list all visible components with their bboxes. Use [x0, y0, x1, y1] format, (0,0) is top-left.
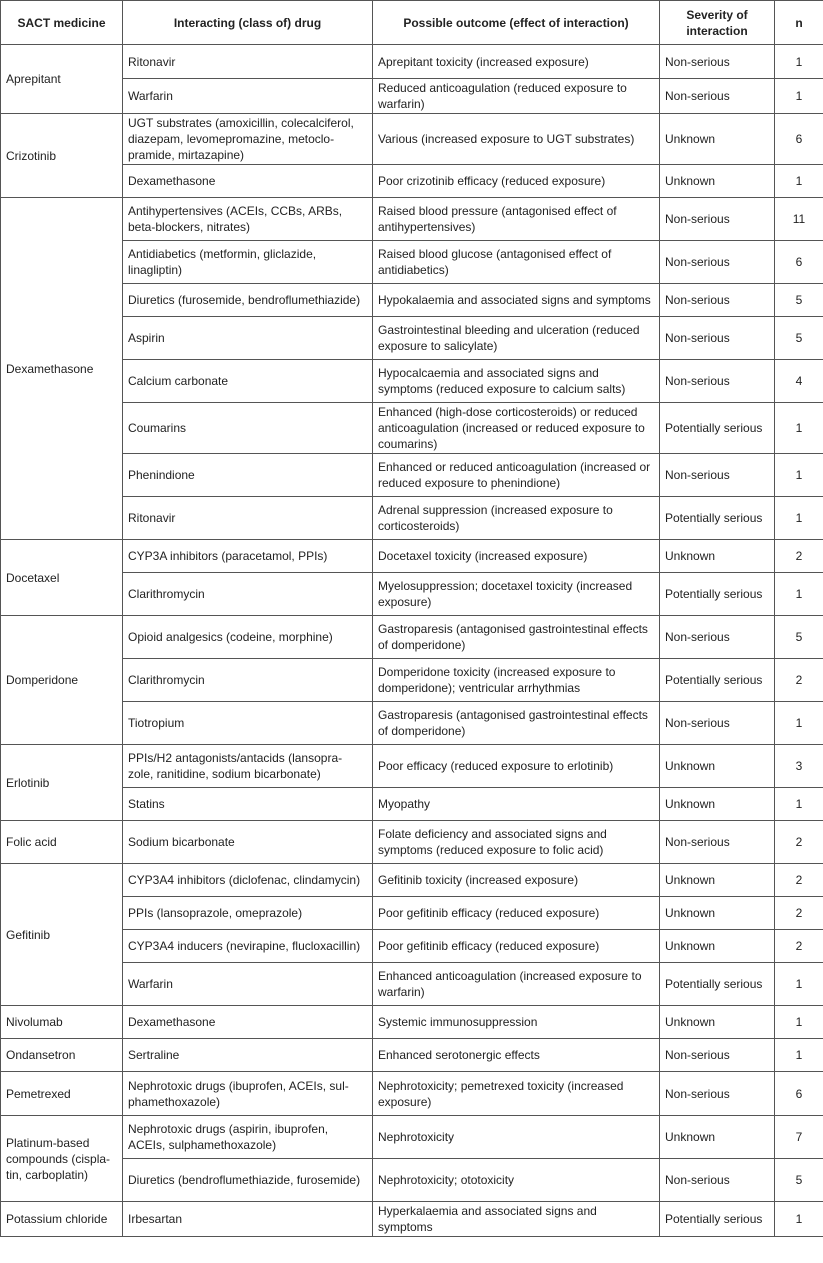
count-cell: 5 — [775, 616, 823, 659]
interacting-drug-cell: Irbesartan — [123, 1202, 373, 1237]
interacting-drug-cell: UGT substrates (amoxicillin, colecalciferol, diazepam, levomepromazine, metoclo-pramide, mirtazapine) — [123, 114, 373, 165]
table-body — [1, 45, 823, 1237]
sact-medicine-cell: Crizotinib — [1, 114, 123, 198]
interacting-drug-cell: Nephrotoxic drugs (ibuprofen, ACEIs, sul-phamethoxazole) — [123, 1072, 373, 1116]
possible-outcome-cell: Nephrotoxicity; ototoxicity — [373, 1159, 660, 1202]
severity-cell: Potentially serious — [660, 1202, 775, 1237]
count-cell: 1 — [775, 1006, 823, 1039]
possible-outcome-cell: Poor crizotinib efficacy (reduced exposure) — [373, 165, 660, 198]
count-cell: 7 — [775, 1116, 823, 1159]
possible-outcome-cell: Gastroparesis (antagonised gastrointestinal effects of domperidone) — [373, 702, 660, 745]
severity-cell: Non-serious — [660, 454, 775, 497]
table-row — [1, 702, 823, 745]
interacting-drug-cell: CYP3A inhibitors (paracetamol, PPIs) — [123, 540, 373, 573]
interacting-drug-cell: CYP3A4 inhibitors (diclofenac, clindamycin) — [123, 864, 373, 897]
table-row — [1, 403, 823, 454]
count-cell: 6 — [775, 1072, 823, 1116]
severity-cell: Potentially serious — [660, 497, 775, 540]
interacting-drug-cell: Antihypertensives (ACEIs, CCBs, ARBs, beta-blockers, nitrates) — [123, 198, 373, 241]
interacting-drug-cell: Dexamethasone — [123, 1006, 373, 1039]
possible-outcome-cell: Poor efficacy (reduced exposure to erlotinib) — [373, 745, 660, 788]
count-cell: 2 — [775, 864, 823, 897]
table-row — [1, 497, 823, 540]
severity-cell: Potentially serious — [660, 573, 775, 616]
interacting-drug-cell: Phenindione — [123, 454, 373, 497]
sact-medicine-cell: Domperidone — [1, 616, 123, 745]
sact-medicine-cell: Aprepitant — [1, 45, 123, 114]
possible-outcome-cell: Gefitinib toxicity (increased exposure) — [373, 864, 660, 897]
table-row — [1, 114, 823, 165]
count-cell: 6 — [775, 241, 823, 284]
table-row — [1, 745, 823, 788]
table-row — [1, 1159, 823, 1202]
count-cell: 1 — [775, 165, 823, 198]
interacting-drug-cell: Sertraline — [123, 1039, 373, 1072]
interacting-drug-cell: Nephrotoxic drugs (aspirin, ibuprofen, ACEIs, sulphamethoxazole) — [123, 1116, 373, 1159]
interacting-drug-cell: Ritonavir — [123, 497, 373, 540]
interacting-drug-cell: Diuretics (bendroflumethiazide, furosemide) — [123, 1159, 373, 1202]
count-cell: 1 — [775, 573, 823, 616]
count-cell: 11 — [775, 198, 823, 241]
possible-outcome-cell: Reduced anticoagulation (reduced exposure to warfarin) — [373, 79, 660, 114]
table-row — [1, 616, 823, 659]
interacting-drug-cell: Diuretics (furosemide, bendroflumethiazide) — [123, 284, 373, 317]
severity-cell: Unknown — [660, 788, 775, 821]
table-row — [1, 45, 823, 79]
table-row — [1, 897, 823, 930]
possible-outcome-cell: Enhanced anticoagulation (increased exposure to warfarin) — [373, 963, 660, 1006]
count-cell: 1 — [775, 79, 823, 114]
table-row — [1, 930, 823, 963]
table-row — [1, 788, 823, 821]
interacting-drug-cell: PPIs (lansoprazole, omeprazole) — [123, 897, 373, 930]
table-row — [1, 540, 823, 573]
count-cell: 2 — [775, 930, 823, 963]
interacting-drug-cell: Warfarin — [123, 963, 373, 1006]
interacting-drug-cell: Sodium bicarbonate — [123, 821, 373, 864]
interacting-drug-cell: Clarithromycin — [123, 659, 373, 702]
possible-outcome-cell: Poor gefitinib efficacy (reduced exposure) — [373, 897, 660, 930]
count-cell: 5 — [775, 317, 823, 360]
count-cell: 1 — [775, 702, 823, 745]
sact-medicine-cell: Nivolumab — [1, 1006, 123, 1039]
table-row — [1, 864, 823, 897]
count-cell: 1 — [775, 788, 823, 821]
table-row — [1, 1039, 823, 1072]
interacting-drug-cell: CYP3A4 inducers (nevirapine, flucloxacillin) — [123, 930, 373, 963]
possible-outcome-cell: Enhanced serotonergic effects — [373, 1039, 660, 1072]
possible-outcome-cell: Enhanced or reduced anticoagulation (increased or reduced exposure to phenindione) — [373, 454, 660, 497]
interacting-drug-cell: Statins — [123, 788, 373, 821]
severity-cell: Non-serious — [660, 1159, 775, 1202]
possible-outcome-cell: Adrenal suppression (increased exposure to corticosteroids) — [373, 497, 660, 540]
possible-outcome-cell: Raised blood pressure (antagonised effect of antihypertensives) — [373, 198, 660, 241]
severity-cell: Non-serious — [660, 1072, 775, 1116]
count-cell: 1 — [775, 403, 823, 454]
interacting-drug-cell: Tiotropium — [123, 702, 373, 745]
severity-cell: Unknown — [660, 540, 775, 573]
severity-cell: Non-serious — [660, 702, 775, 745]
count-cell: 2 — [775, 897, 823, 930]
count-cell: 1 — [775, 45, 823, 79]
count-cell: 1 — [775, 454, 823, 497]
table-row — [1, 79, 823, 114]
possible-outcome-cell: Hyperkalaemia and associated signs and symptoms — [373, 1202, 660, 1237]
severity-cell: Non-serious — [660, 284, 775, 317]
sact-medicine-cell: Docetaxel — [1, 540, 123, 616]
severity-cell: Non-serious — [660, 79, 775, 114]
header-n: n — [775, 1, 823, 45]
sact-medicine-cell: Dexamethasone — [1, 198, 123, 540]
interacting-drug-cell: Dexamethasone — [123, 165, 373, 198]
header-interacting-drug: Interacting (class of) drug — [123, 1, 373, 45]
possible-outcome-cell: Hypocalcaemia and associated signs and symptoms (reduced exposure to calcium salts) — [373, 360, 660, 403]
severity-cell: Non-serious — [660, 198, 775, 241]
table-row — [1, 454, 823, 497]
possible-outcome-cell: Nephrotoxicity — [373, 1116, 660, 1159]
count-cell: 1 — [775, 497, 823, 540]
table-row — [1, 963, 823, 1006]
sact-medicine-cell: Ondansetron — [1, 1039, 123, 1072]
possible-outcome-cell: Myelosuppression; docetaxel toxicity (increased exposure) — [373, 573, 660, 616]
severity-cell: Unknown — [660, 114, 775, 165]
table-row — [1, 1072, 823, 1116]
possible-outcome-cell: Systemic immunosuppression — [373, 1006, 660, 1039]
possible-outcome-cell: Raised blood glucose (antagonised effect of antidiabetics) — [373, 241, 660, 284]
possible-outcome-cell: Folate deficiency and associated signs and symptoms (reduced exposure to folic acid) — [373, 821, 660, 864]
possible-outcome-cell: Domperidone toxicity (increased exposure to domperidone); ventricular arrhythmias — [373, 659, 660, 702]
interacting-drug-cell: Warfarin — [123, 79, 373, 114]
count-cell: 5 — [775, 284, 823, 317]
possible-outcome-cell: Various (increased exposure to UGT substrates) — [373, 114, 660, 165]
possible-outcome-cell: Aprepitant toxicity (increased exposure) — [373, 45, 660, 79]
sact-medicine-cell: Platinum-based compounds (cispla-tin, carboplatin) — [1, 1116, 123, 1202]
header-possible-outcome: Possible outcome (effect of interaction) — [373, 1, 660, 45]
count-cell: 2 — [775, 821, 823, 864]
table-row — [1, 241, 823, 284]
interacting-drug-cell: Aspirin — [123, 317, 373, 360]
interacting-drug-cell: Opioid analgesics (codeine, morphine) — [123, 616, 373, 659]
severity-cell: Unknown — [660, 745, 775, 788]
severity-cell: Non-serious — [660, 360, 775, 403]
possible-outcome-cell: Enhanced (high-dose corticosteroids) or reduced anticoagulation (increased or reduced exposure to coumarins) — [373, 403, 660, 454]
severity-cell: Unknown — [660, 165, 775, 198]
count-cell: 2 — [775, 659, 823, 702]
count-cell: 1 — [775, 1202, 823, 1237]
possible-outcome-cell: Myopathy — [373, 788, 660, 821]
severity-cell: Non-serious — [660, 1039, 775, 1072]
interacting-drug-cell: Calcium carbonate — [123, 360, 373, 403]
severity-cell: Unknown — [660, 1006, 775, 1039]
table-row — [1, 1116, 823, 1159]
severity-cell: Unknown — [660, 930, 775, 963]
table-row — [1, 659, 823, 702]
interacting-drug-cell: Ritonavir — [123, 45, 373, 79]
count-cell: 2 — [775, 540, 823, 573]
severity-cell: Potentially serious — [660, 403, 775, 454]
severity-cell: Potentially serious — [660, 659, 775, 702]
sact-medicine-cell: Gefitinib — [1, 864, 123, 1006]
severity-cell: Non-serious — [660, 317, 775, 360]
table-row — [1, 573, 823, 616]
table-row — [1, 165, 823, 198]
header-severity: Severity of interaction — [660, 1, 775, 45]
table-row — [1, 821, 823, 864]
interacting-drug-cell: Coumarins — [123, 403, 373, 454]
count-cell: 6 — [775, 114, 823, 165]
possible-outcome-cell: Gastrointestinal bleeding and ulceration (reduced exposure to salicylate) — [373, 317, 660, 360]
table-row — [1, 198, 823, 241]
sact-medicine-cell: Erlotinib — [1, 745, 123, 821]
severity-cell: Non-serious — [660, 45, 775, 79]
possible-outcome-cell: Gastroparesis (antagonised gastrointestinal effects of domperidone) — [373, 616, 660, 659]
possible-outcome-cell: Hypokalaemia and associated signs and symptoms — [373, 284, 660, 317]
severity-cell: Unknown — [660, 864, 775, 897]
count-cell: 1 — [775, 1039, 823, 1072]
table-row — [1, 1006, 823, 1039]
count-cell: 5 — [775, 1159, 823, 1202]
possible-outcome-cell: Poor gefitinib efficacy (reduced exposure) — [373, 930, 660, 963]
count-cell: 1 — [775, 963, 823, 1006]
count-cell: 3 — [775, 745, 823, 788]
table-row — [1, 1202, 823, 1237]
severity-cell: Unknown — [660, 1116, 775, 1159]
interacting-drug-cell: Antidiabetics (metformin, gliclazide, linagliptin) — [123, 241, 373, 284]
severity-cell: Non-serious — [660, 821, 775, 864]
table-row — [1, 360, 823, 403]
severity-cell: Potentially serious — [660, 963, 775, 1006]
interacting-drug-cell: PPIs/H2 antagonists/antacids (lansopra-zole, ranitidine, sodium bicarbonate) — [123, 745, 373, 788]
count-cell: 4 — [775, 360, 823, 403]
table-row — [1, 317, 823, 360]
severity-cell: Unknown — [660, 897, 775, 930]
possible-outcome-cell: Nephrotoxicity; pemetrexed toxicity (increased exposure) — [373, 1072, 660, 1116]
sact-medicine-cell: Folic acid — [1, 821, 123, 864]
severity-cell: Non-serious — [660, 241, 775, 284]
header-sact-medicine: SACT medicine — [1, 1, 123, 45]
severity-cell: Non-serious — [660, 616, 775, 659]
sact-medicine-cell: Pemetrexed — [1, 1072, 123, 1116]
table-row — [1, 284, 823, 317]
sact-medicine-cell: Potassium chloride — [1, 1202, 123, 1237]
possible-outcome-cell: Docetaxel toxicity (increased exposure) — [373, 540, 660, 573]
interacting-drug-cell: Clarithromycin — [123, 573, 373, 616]
